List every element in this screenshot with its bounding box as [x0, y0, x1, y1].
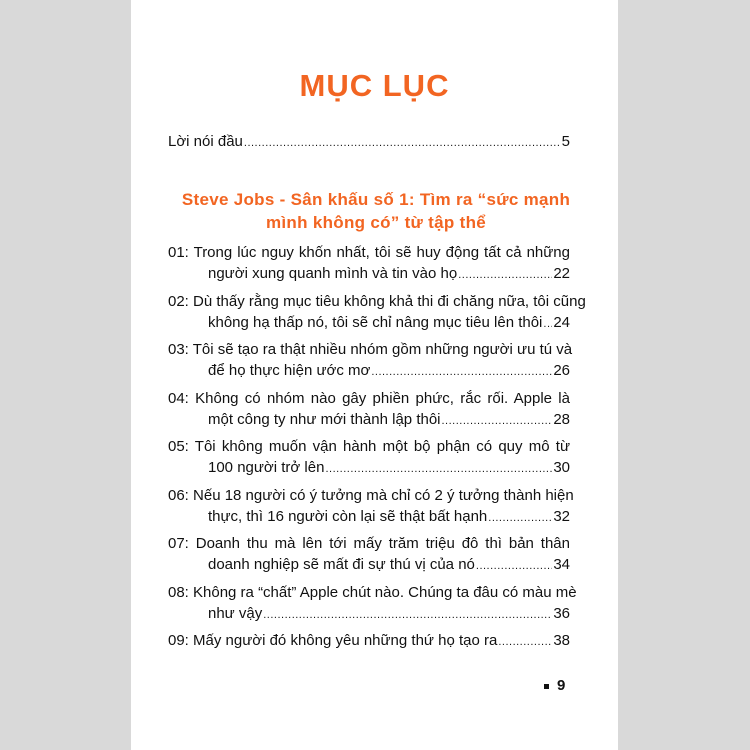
toc-entry-line	[208, 360, 570, 381]
entry-text: một công ty như mới thành lập thôi	[208, 410, 441, 428]
leader-dots	[263, 603, 552, 626]
entry-page: 5	[561, 133, 570, 150]
entry-page: 38	[553, 632, 570, 649]
toc-entry-line: 08: Không ra “chất” Apple chút nào. Chúng ta đâu có màu mè	[168, 583, 577, 601]
toc-entry-line	[208, 409, 570, 430]
entry-text: 100 người trở lên	[208, 459, 325, 476]
entry-page: 36	[553, 604, 570, 622]
toc-entry-line	[208, 603, 570, 624]
leader-dots	[244, 131, 561, 154]
toc-entry-line: 07: Doanh thu mà lên tới mấy trăm triệu đô thì bản thân	[168, 535, 570, 552]
toc-entry-line	[208, 554, 570, 575]
toc-entry-line: 04: Không có nhóm nào gây phiền phức, rắc rối. Apple là	[168, 389, 570, 407]
toc-entry-line: 06: Nếu 18 người có ý tưởng mà chỉ có 2 ý tưởng thành hiện	[168, 486, 574, 504]
entry-page: 30	[553, 459, 570, 476]
leader-dots	[498, 630, 552, 653]
toc-entry-line	[208, 457, 570, 478]
entry-text: doanh nghiệp sẽ mất đi sự thú vị của nó	[208, 556, 475, 573]
entry-page: 22	[553, 265, 570, 282]
leader-dots	[543, 312, 552, 335]
entry-text: người xung quanh mình và tin vào họ	[208, 265, 458, 282]
toc-entry-line	[208, 263, 570, 284]
entry-text: không hạ thấp nó, tôi sẽ chỉ nâng mục tiêu lên thôi	[208, 313, 543, 331]
entry-page: 28	[553, 410, 570, 428]
entry-page: 32	[553, 507, 570, 525]
toc-entry-line	[208, 312, 570, 333]
book-page	[131, 0, 618, 750]
section-heading-line: mình không có” từ tập thể	[265, 213, 487, 232]
leader-dots	[371, 360, 552, 383]
square-bullet-icon	[544, 684, 549, 689]
leader-dots	[458, 263, 552, 286]
leader-dots	[325, 457, 552, 480]
page-number-text: 9	[557, 677, 566, 694]
entry-page: 24	[553, 313, 570, 331]
entry-page: 26	[553, 362, 570, 379]
entry-text: Lời nói đầu	[168, 133, 243, 150]
section-heading-line: Steve Jobs - Sân khấu số 1: Tìm ra “sức mạnh	[181, 190, 571, 209]
entry-text: để họ thực hiện ước mơ	[208, 362, 371, 379]
entry-text: thực, thì 16 người còn lại sẽ thật bất hạnh	[208, 507, 488, 525]
toc-entry-line	[208, 506, 570, 527]
section-heading	[171, 188, 581, 234]
toc-entry-line: 02: Dù thấy rằng mục tiêu không khả thi đi chăng nữa, tôi cũng	[168, 292, 586, 310]
toc-entry-line: 03: Tôi sẽ tạo ra thật nhiều nhóm gồm những người ưu tú và	[168, 341, 573, 358]
leader-dots	[442, 409, 553, 432]
page-title: MỤC LỤC	[299, 68, 450, 103]
leader-dots	[476, 554, 552, 577]
toc-entry-preface	[168, 131, 570, 152]
toc-entry-line: 05: Tôi không muốn vận hành một bộ phận có quy mô từ	[168, 438, 570, 455]
toc-entry-line	[168, 630, 570, 651]
page-number	[544, 677, 565, 694]
entry-page: 34	[553, 556, 570, 573]
toc-entry-line: 01: Trong lúc nguy khốn nhất, tôi sẽ huy động tất cả những	[168, 244, 570, 261]
entry-text: 09: Mấy người đó không yêu những thứ họ tạo ra	[168, 632, 498, 649]
entry-text: như vậy	[208, 604, 263, 622]
leader-dots	[488, 506, 552, 529]
